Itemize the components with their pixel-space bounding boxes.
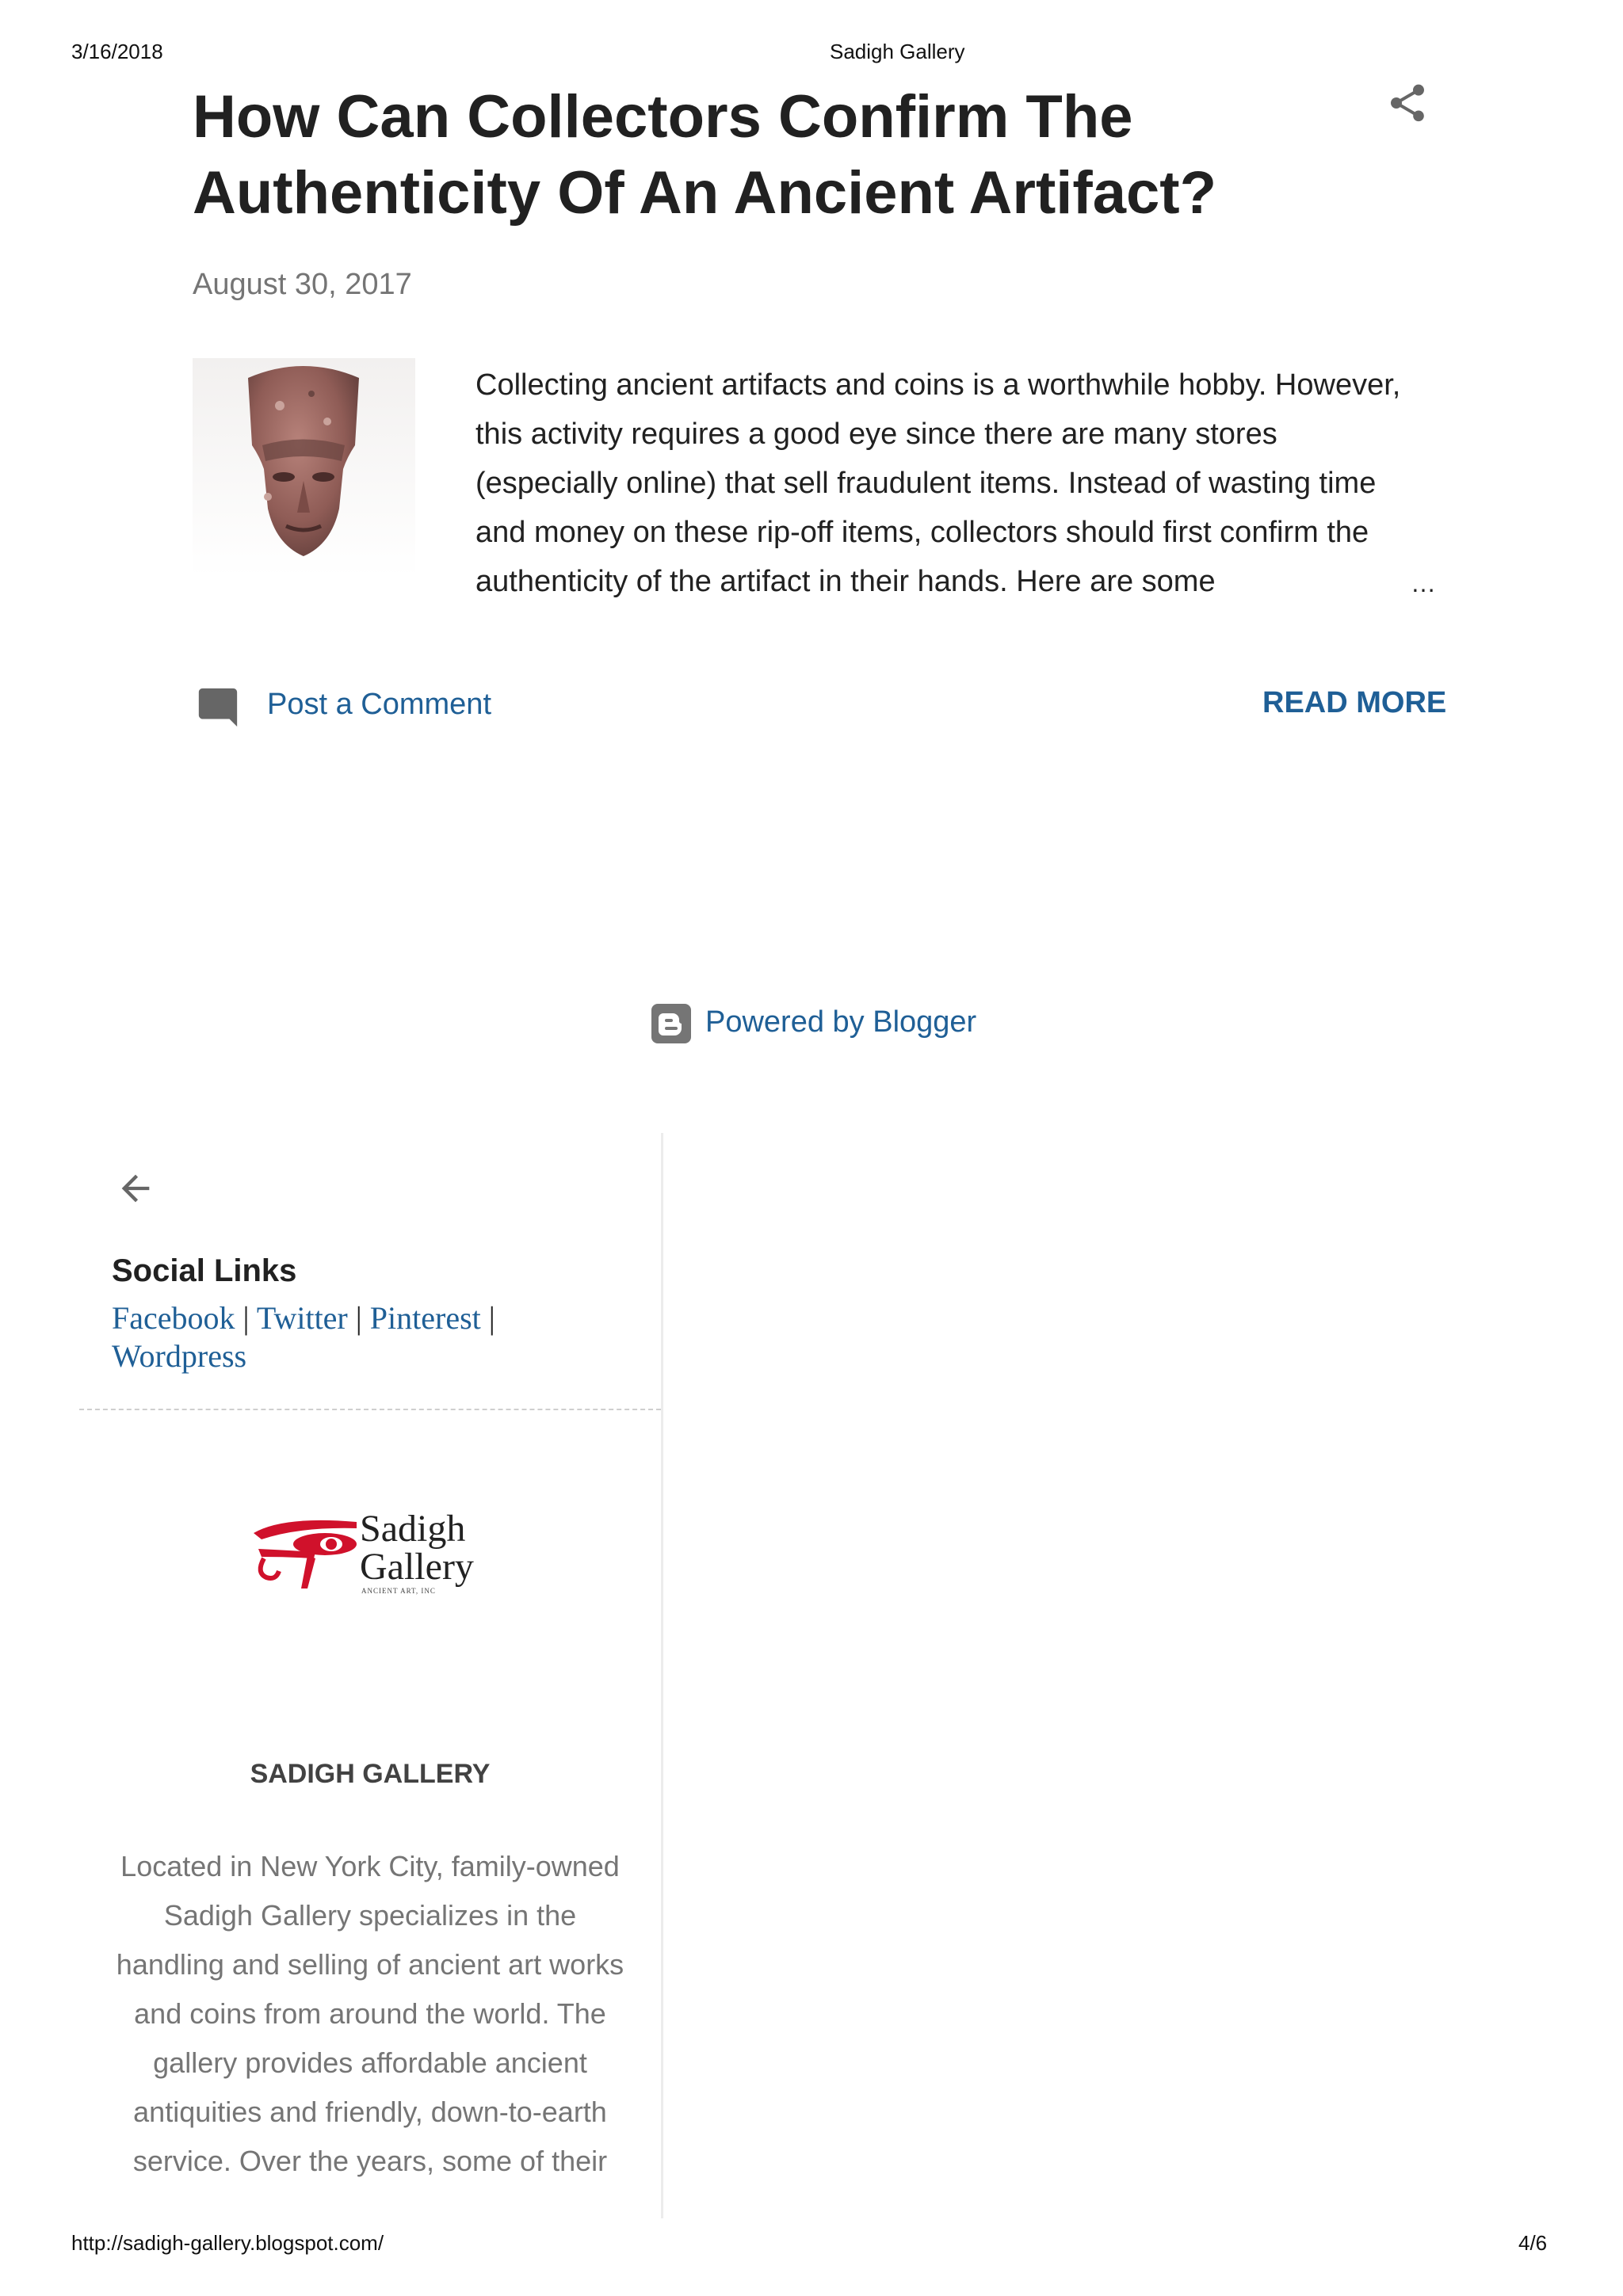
excerpt-line: authenticity of the artifact in their hands. Here are some	[475, 565, 1216, 598]
link-separator: |	[355, 1300, 362, 1336]
logo-text-line2: Gallery	[360, 1546, 474, 1588]
powered-by-blogger-link[interactable]: Powered by Blogger	[705, 1005, 977, 1039]
link-separator: |	[488, 1300, 495, 1336]
profile-line: gallery provides affordable ancient	[153, 2046, 587, 2079]
profile-line: and coins from around the world. The	[134, 1997, 606, 2030]
post-comment-link[interactable]: Post a Comment	[267, 688, 491, 721]
print-page-number: 4/6	[1518, 2231, 1548, 2255]
post-thumbnail[interactable]	[193, 358, 415, 577]
print-date: 3/16/2018	[71, 40, 163, 63]
sidebar-dashed-divider	[79, 1409, 661, 1410]
social-links	[112, 1299, 627, 1375]
blogger-icon[interactable]	[651, 1004, 691, 1043]
excerpt-ellipsis: …	[1411, 569, 1436, 597]
post-title[interactable]	[193, 79, 1381, 231]
profile-line: antiquities and friendly, down-to-earth	[133, 2096, 607, 2128]
read-more-button[interactable]: READ MORE	[1262, 686, 1447, 719]
wordpress-link[interactable]: Wordpress	[112, 1338, 247, 1374]
share-icon[interactable]	[1385, 81, 1430, 125]
facebook-link[interactable]: Facebook	[112, 1300, 235, 1336]
post-title-line: How Can Collectors Confirm The	[193, 83, 1133, 151]
post-excerpt	[475, 360, 1434, 606]
comment-icon[interactable]	[195, 685, 241, 730]
social-links-heading: Social Links	[112, 1253, 297, 1288]
print-url: http://sadigh-gallery.blogspot.com/	[71, 2231, 384, 2255]
logo-small-text: ANCIENT ART, INC	[361, 1587, 436, 1595]
print-title: Sadigh Gallery	[830, 40, 965, 63]
sidebar-divider	[661, 1133, 663, 2218]
pinterest-link[interactable]: Pinterest	[369, 1300, 481, 1336]
profile-line: Sadigh Gallery specializes in the	[163, 1899, 577, 1932]
post-title-line: Authenticity Of An Ancient Artifact?	[193, 159, 1216, 227]
profile-line: handling and selling of ancient art works	[116, 1948, 624, 1981]
link-separator: |	[242, 1300, 250, 1336]
excerpt-line: and money on these rip-off items, collectors should first confirm the	[475, 516, 1369, 549]
excerpt-line: Collecting ancient artifacts and coins is a worthwhile hobby. However,	[475, 368, 1401, 402]
profile-line: Located in New York City, family-owned	[120, 1850, 620, 1882]
excerpt-line: (especially online) that sell fraudulent items. Instead of wasting time	[475, 467, 1377, 500]
profile-line: service. Over the years, some of their	[132, 2145, 608, 2177]
profile-name: SADIGH GALLERY	[250, 1759, 491, 1789]
post-date: August 30, 2017	[193, 268, 412, 301]
excerpt-line: this activity requires a good eye since there are many stores	[475, 418, 1277, 451]
twitter-link[interactable]: Twitter	[256, 1300, 348, 1336]
profile-description	[79, 1842, 661, 2186]
logo-text-line1: Sadigh	[360, 1508, 466, 1550]
sadigh-gallery-logo[interactable]	[252, 1509, 490, 1596]
arrow-left-icon[interactable]	[115, 1168, 156, 1209]
